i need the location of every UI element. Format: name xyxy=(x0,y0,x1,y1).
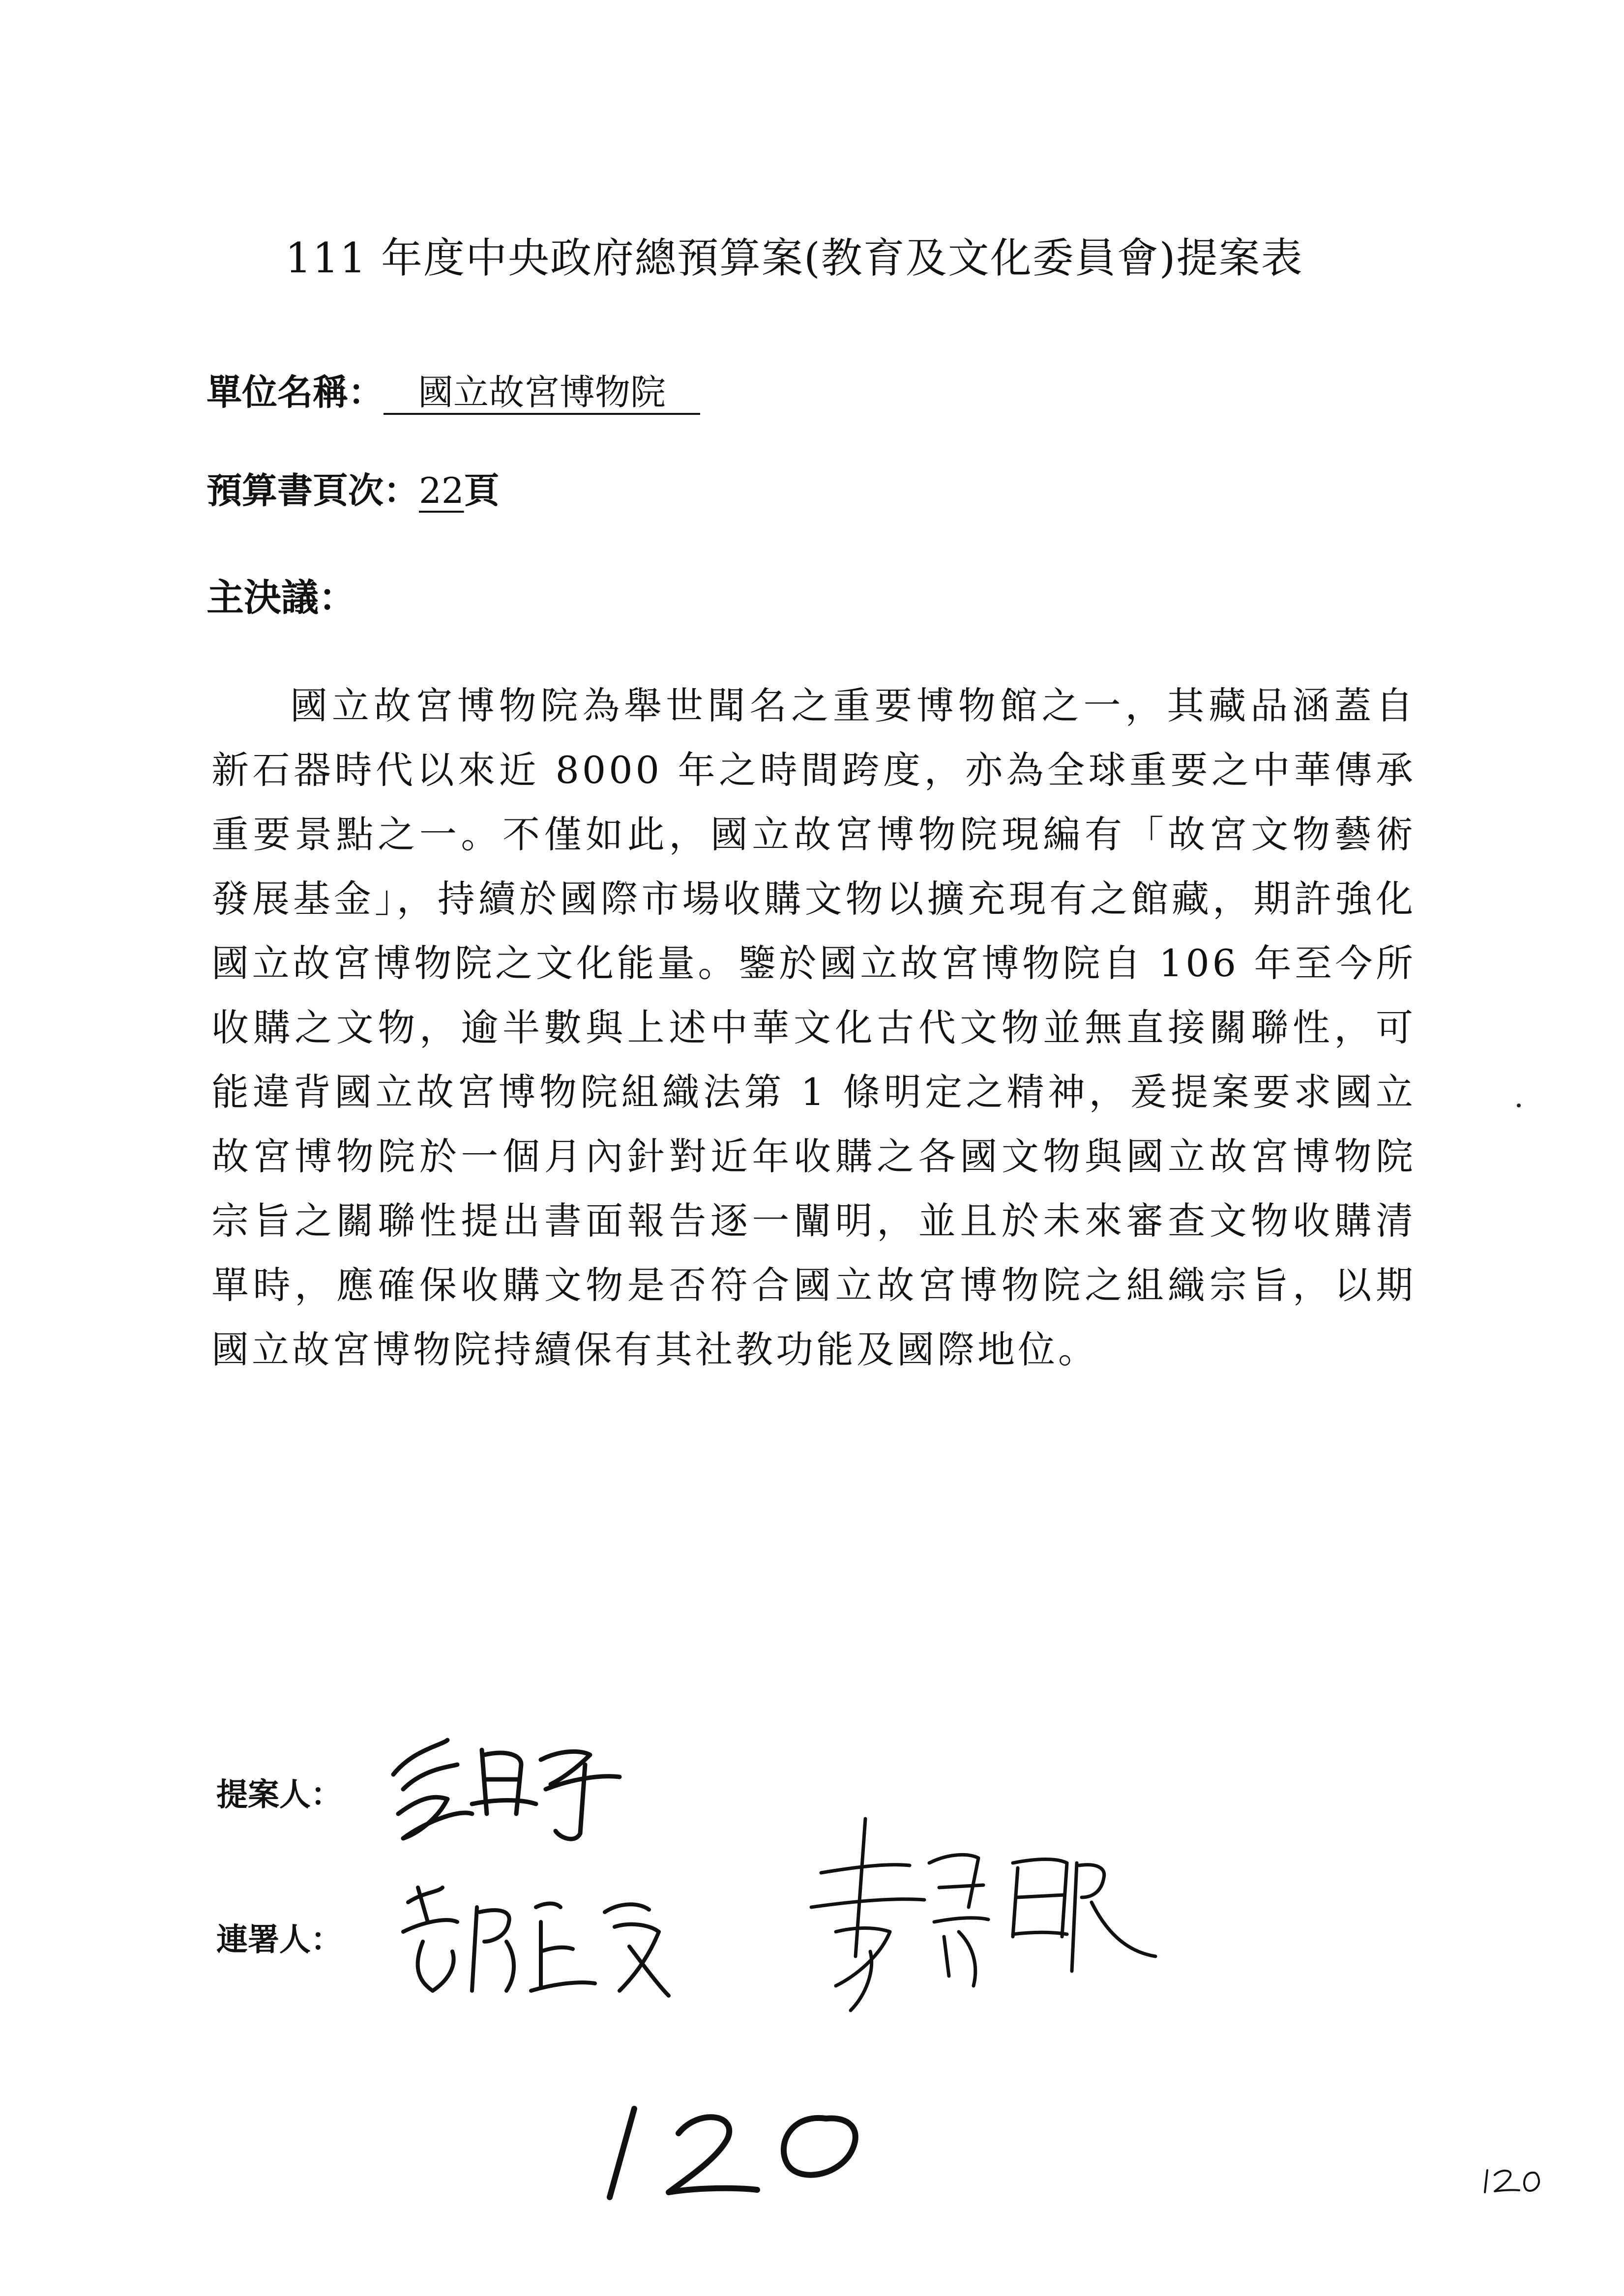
proposer-signature xyxy=(374,1720,629,1848)
handwritten-number xyxy=(580,2084,885,2212)
unit-name-row xyxy=(207,364,700,415)
unit-name-label: 單位名稱： xyxy=(207,371,384,413)
document-title: 111 年度中央政府總預算案(教育及文化委員會)提案表 xyxy=(285,234,1303,282)
corner-number xyxy=(1480,2163,1544,2197)
unit-name-value: 國立故宮博物院 xyxy=(384,372,700,415)
budget-page-label: 預算書頁次： xyxy=(207,469,419,511)
resolution-body: 國立故宮博物院為舉世聞名之重要博物館之一，其藏品涵蓋自新石器時代以來近 8000 年之時間跨度，亦為全球重要之中華傳承重要景點之一。不僅如此，國立故宮博物院現編有「故宮文物藝術發展基金」，持續於國際市場收購文物以擴充現有之館藏，期許強化國立故宮博物院之文化能量。鑒於國立故宮博物院自 106 年至今所收購之文物，逾半數與上述中華文化古代文物並無直接關聯性，可能違背國立故宮博物院組織法第 1 條明定之精神，爰提案要求國立故宮博物院於一個月內針對近年收購之各國文物與國立故宮博物院宗旨之關聯性提出書面報告逐一闡明，並且於未來審查文物收購清單時，應確保收購文物是否符合國立故宮博物院之組織宗旨，以期國立故宮博物院持續保有其社教功能及國際地位。 xyxy=(211,684,1416,1371)
cosigner-signature-2 xyxy=(782,1809,1175,2020)
budget-page-row xyxy=(207,462,500,513)
cosigner-label: 連署人： xyxy=(216,1921,342,1958)
cosigner-signature-1 xyxy=(393,1868,679,2015)
budget-page-unit: 頁 xyxy=(464,469,500,511)
budget-page-value: 22 xyxy=(419,470,464,511)
proposer-label: 提案人： xyxy=(216,1776,342,1813)
resolution-heading: 主決議： xyxy=(207,576,356,619)
scan-speck xyxy=(1517,1104,1521,1107)
